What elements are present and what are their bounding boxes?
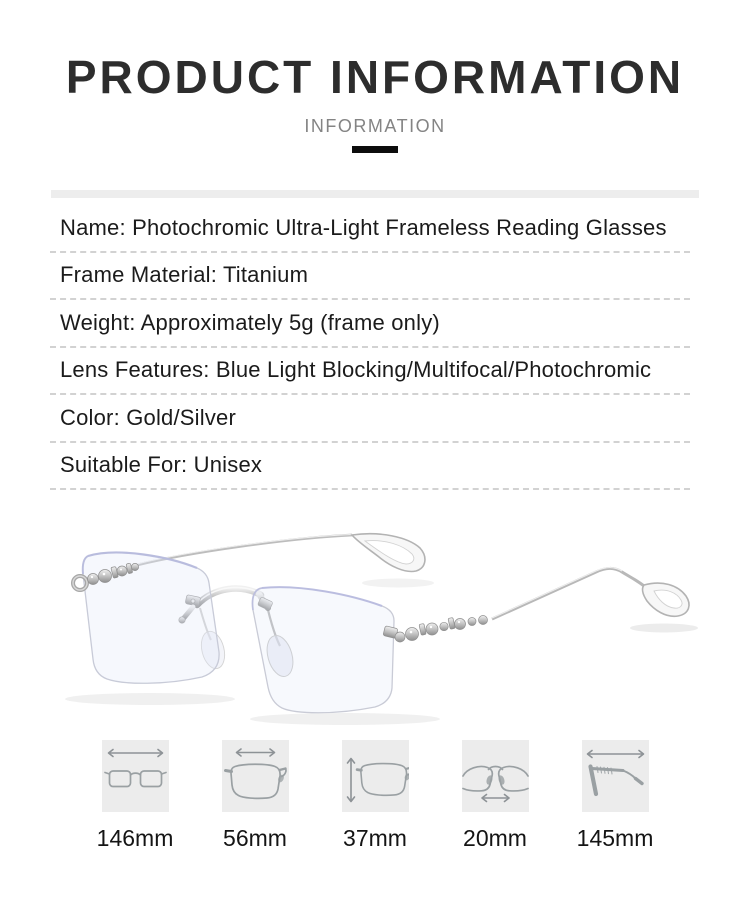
measurement-label: 37mm	[343, 825, 407, 851]
right-temple	[492, 568, 689, 619]
measurement-tile	[582, 740, 649, 812]
spec-row-weight: Weight: Approximately 5g (frame only)	[50, 300, 690, 348]
measurement-row	[0, 740, 750, 852]
frame-width-icon	[102, 740, 169, 812]
lens-width-icon	[222, 740, 289, 812]
measurement-item-bridge-width	[462, 740, 529, 852]
temple-length-icon	[582, 740, 649, 812]
page-subtitle: INFORMATION	[304, 116, 446, 136]
measurement-tile	[222, 740, 289, 812]
measurement-label: 56mm	[223, 825, 287, 851]
measurement-item-lens-width	[222, 740, 289, 852]
measurement-label: 146mm	[96, 825, 174, 851]
measurement-tile	[102, 740, 169, 812]
measurement-tile	[342, 740, 409, 812]
spec-row-lens-features: Lens Features: Blue Light Blocking/Multifocal/Photochromic	[50, 348, 690, 396]
right-lens	[252, 587, 394, 713]
section-divider-band	[51, 190, 699, 198]
measurement-item-lens-height	[342, 740, 409, 852]
page-title: PRODUCT INFORMATION	[65, 51, 685, 103]
bridge-width-icon	[462, 740, 529, 812]
measurement-item-frame-width	[96, 740, 174, 852]
measurement-tile	[462, 740, 529, 812]
spec-row-frame-material: Frame Material: Titanium	[50, 253, 690, 301]
right-hinge-ornament	[383, 616, 488, 643]
subtitle-underline-bar	[352, 146, 398, 153]
product-photo	[0, 488, 750, 733]
spec-list	[50, 205, 690, 490]
measurement-item-temple-length	[576, 740, 654, 852]
measurement-label: 145mm	[576, 825, 654, 851]
spec-row-suitable-for: Suitable For: Unisex	[50, 443, 690, 491]
spec-row-name: Name: Photochromic Ultra-Light Frameless Reading Glasses	[50, 205, 690, 253]
lens-height-icon	[342, 740, 409, 812]
measurement-label: 20mm	[463, 825, 527, 851]
spec-row-color: Color: Gold/Silver	[50, 395, 690, 443]
